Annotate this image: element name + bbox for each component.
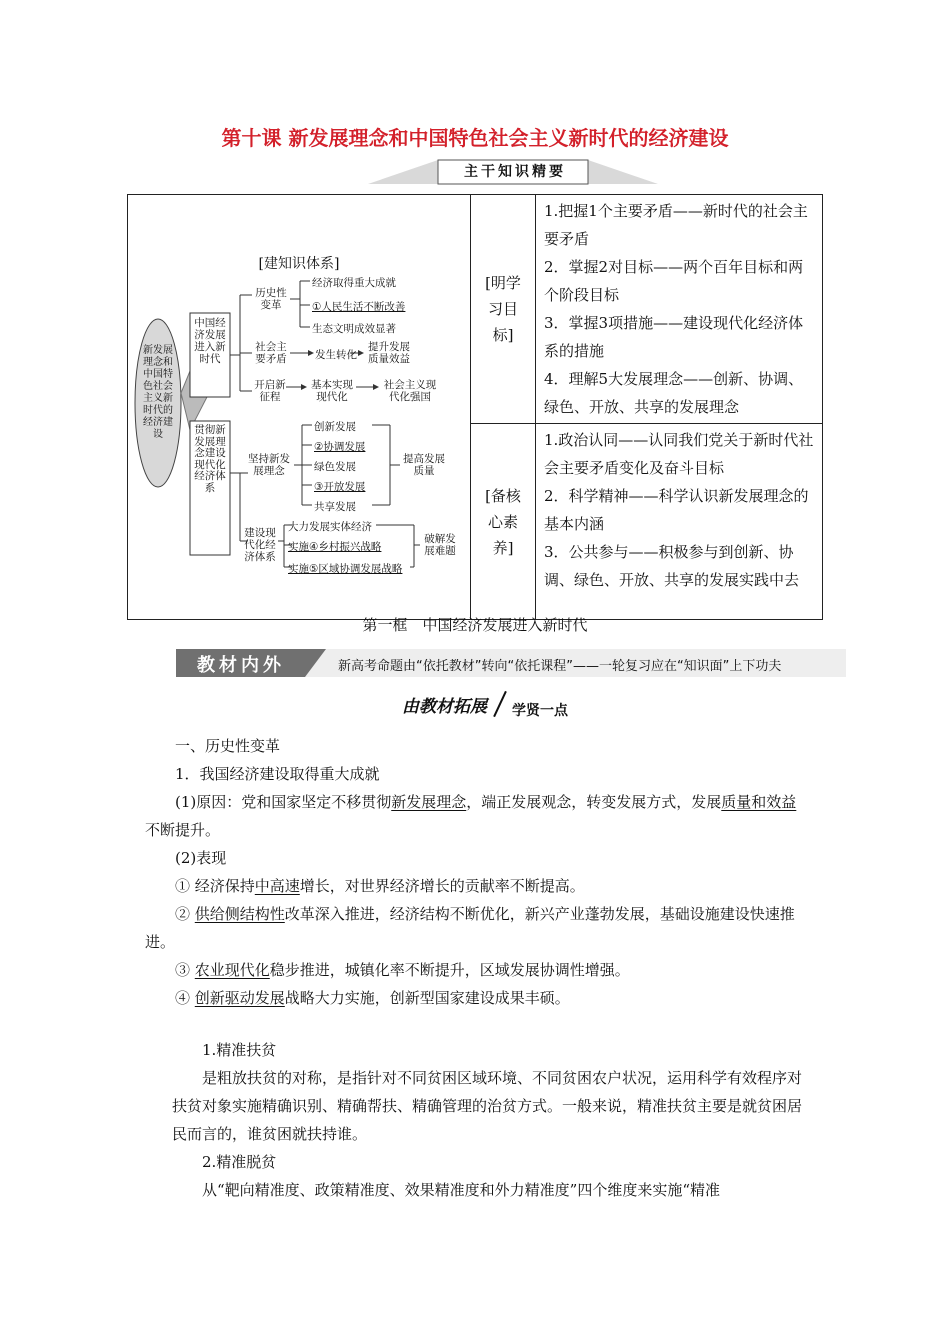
goal-item: 2．掌握2对目标——两个百年目标和两个阶段目标 [544, 258, 804, 304]
banner-text: 新高考命题由“依托教材”转向“依托课程”——一轮复习应在“知识面”上下功夫 [338, 659, 782, 674]
section-heading-left: 由教材拓展 [402, 697, 487, 717]
diagram-change-b: ①人民生活不断改善 [312, 301, 406, 313]
section-divider [493, 691, 507, 717]
note-1-text: 是粗放扶贫的对称，是指针对不同贫困区域环境、不同贫困农户状况，运用科学有效程序对扶贫对象实施精确识别、精确帮扶、精确管理的治贫方式。一般来说，精准扶贫主要是就贫困居民而言的，谁贫困就扶持谁。 [172, 1069, 803, 1143]
summary-table [127, 194, 823, 620]
literacy-item: 1.政治认同——认同我们党关于新时代社会主要矛盾变化及奋斗目标 [544, 431, 814, 477]
diagram-journey-b: 社会主义现代化强国 [383, 379, 437, 403]
diagram-contradiction-a: 发生转化 [315, 349, 357, 361]
diagram-journey: 开启新征程 [254, 379, 286, 403]
note-1-title: 1.精准扶贫 [202, 1041, 277, 1059]
diagram-concept-c: 绿色发展 [314, 461, 356, 473]
bullet-4: ④ 创新驱动发展战略大力实施，创新型国家建设成果丰硕。 [175, 989, 570, 1007]
diagram-economy-c: 实施⑤区域协调发展战略 [288, 563, 403, 575]
diagram-concept-a: 创新发展 [314, 421, 356, 433]
literacy-content [536, 424, 823, 620]
reason-paragraph: (1)原因：党和国家坚定不移贯彻新发展理念，端正发展观念，转变发展方式，发展质量和效益不断提升。 [145, 793, 797, 839]
goal-item: 3．掌握3项措施——建设现代化经济体系的措施 [544, 314, 804, 360]
diagram-concept-result: 提高发展质量 [403, 453, 445, 477]
notes-content [172, 1036, 812, 1204]
bullet-2: ② 供给侧结构性改革深入推进，经济结构不断优化，新兴产业蓬勃发展，基础设施建设快速推进。 [145, 905, 795, 951]
note-2-text: 从“靶向精准度、政策精准度、效果精准度和外力精准度”四个维度来实施“精准 [202, 1181, 721, 1199]
diagram-economy-result: 破解发展难题 [424, 533, 456, 557]
knowledge-diagram [128, 195, 471, 620]
diagram-economy: 建设现代化经济体系 [244, 527, 276, 563]
diagram-journey-a: 基本实现现代化 [311, 379, 353, 403]
badge-label: 主干知识精要 [464, 164, 566, 180]
diagram-box-system: 贯彻新发展理念建设现代化经济体系 [194, 424, 226, 494]
literacy-item: 3．公共参与——积极参与到创新、协调、绿色、开放、共享的发展实践中去 [544, 543, 800, 589]
diagram-concept: 坚持新发展理念 [248, 453, 290, 477]
goal-item: 1.把握1个主要矛盾——新时代的社会主要矛盾 [544, 202, 808, 248]
heading-1: 一、历史性变革 [175, 737, 281, 755]
diagram-oval-text: 新发展理念和中国特色社会主义新时代的经济建设 [143, 345, 173, 440]
diagram-concept-b: ②协调发展 [314, 441, 366, 453]
heading-2: 1．我国经济建设取得重大成就 [175, 765, 380, 783]
diagram-economy-a: 大力发展实体经济 [288, 521, 372, 533]
diagram-concept-d: ③开放发展 [314, 481, 366, 493]
diagram-economy-b: 实施④乡村振兴战略 [288, 541, 382, 553]
diagram-contradiction-b: 提升发展质量效益 [368, 341, 410, 365]
goals-label: [明学习目标] [471, 195, 536, 424]
diagram-concept-e: 共享发展 [314, 501, 356, 513]
goals-content [536, 195, 823, 424]
bullet-1: ① 经济保持中高速增长，对世界经济增长的贡献率不断提高。 [175, 877, 585, 895]
lesson-title: 第十课 新发展理念和中国特色社会主义新时代的经济建设 [221, 126, 729, 150]
note-2-title: 2.精准脱贫 [202, 1153, 277, 1171]
diagram-change-a: 经济取得重大成就 [312, 277, 396, 289]
goal-item: 4．理解5大发展理念——创新、协调、绿色、开放、共享的发展理念 [544, 370, 804, 416]
section-subtitle: 第一框 中国经济发展进入新时代 [362, 616, 588, 634]
bullet-3: ③ 农业现代化稳步推进，城镇化率不断提升，区域发展协调性增强。 [175, 961, 630, 979]
diagram-caption: [建知识体系] [258, 256, 340, 272]
diagram-contradiction: 社会主要矛盾 [255, 341, 287, 365]
diagram-box-era: 中国经济发展进入新时代 [194, 317, 226, 365]
performance-heading: (2)表现 [175, 849, 227, 867]
literacy-label: [备核心素养] [471, 424, 536, 620]
main-content [145, 732, 810, 1012]
diagram-change-c: 生态文明成效显著 [312, 323, 396, 335]
banner-tag: 教材内外 [197, 655, 285, 676]
diagram-change: 历史性变革 [255, 287, 287, 311]
literacy-item: 2．科学精神——科学认识新发展理念的基本内涵 [544, 487, 809, 533]
section-heading-right: 学贤一点 [512, 703, 568, 719]
